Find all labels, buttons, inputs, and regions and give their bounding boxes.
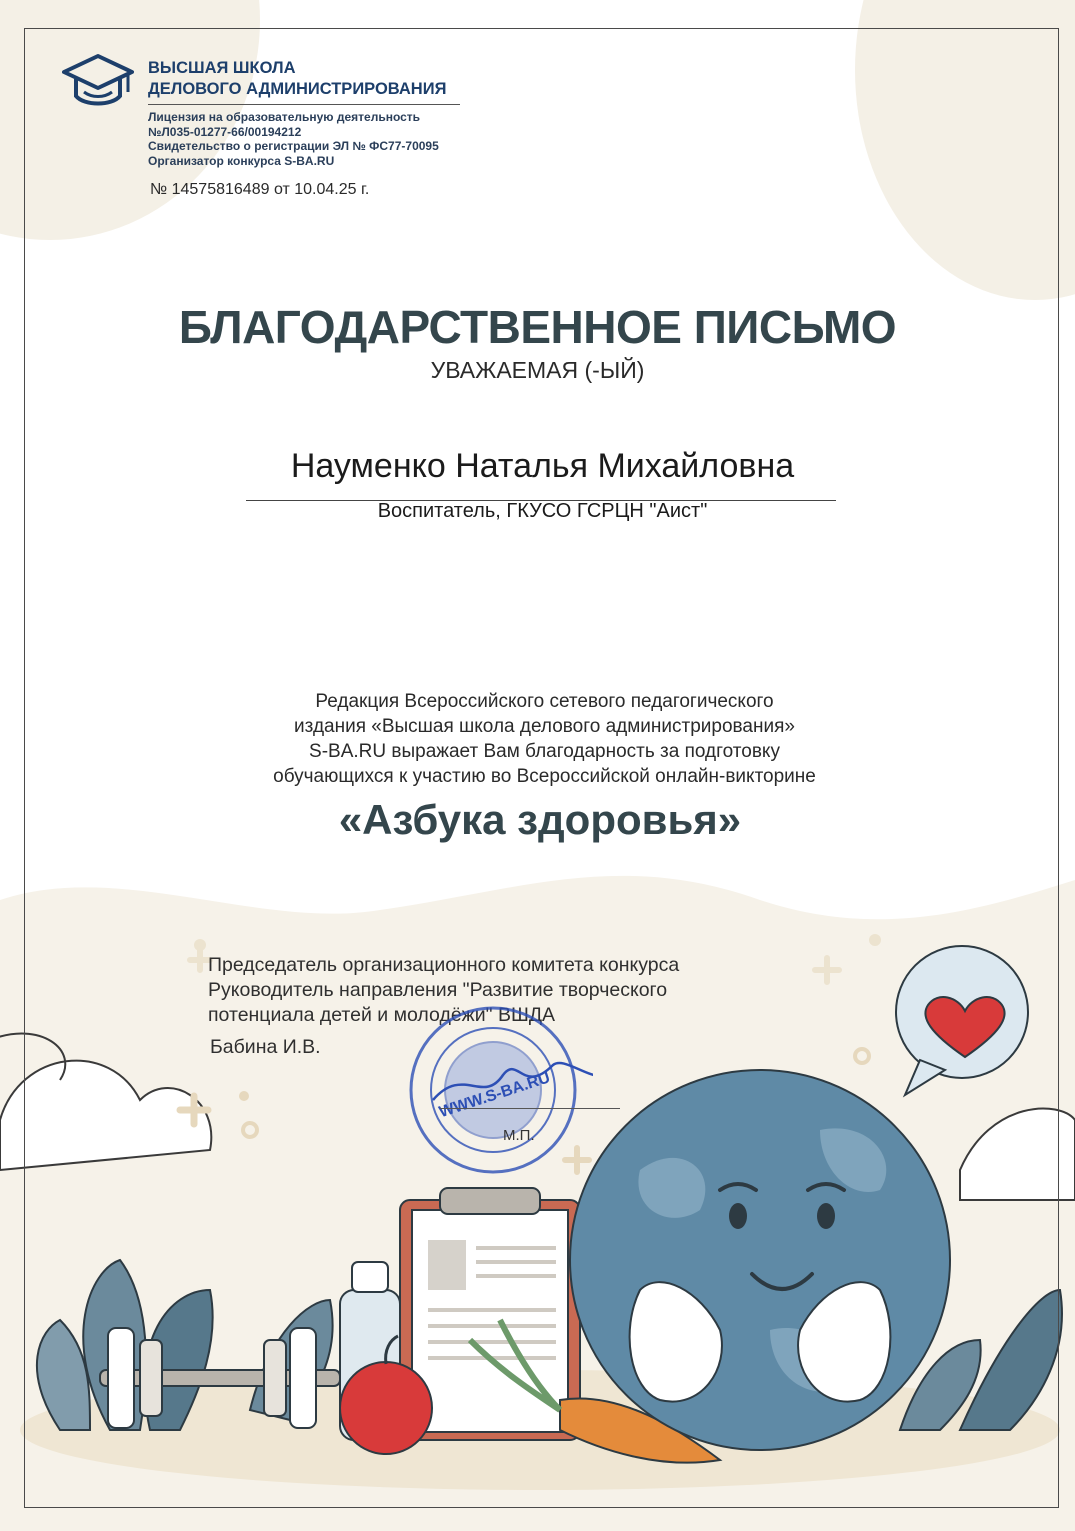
- registration-line: Свидетельство о регистрации ЭЛ № ФС77-70095: [148, 139, 439, 153]
- body-line3: S-BA.RU выражает Вам благодарность за подготовку: [309, 741, 780, 762]
- salutation: УВАЖАЕМАЯ (-ЫЙ): [430, 357, 645, 383]
- org-divider: [148, 104, 460, 105]
- signature-line3: потенциала детей и молодёжи" ВШДА: [208, 1004, 556, 1026]
- quiz-title: «Азбука здоровья»: [338, 796, 742, 843]
- org-name-line2: ДЕЛОВОГО АДМИНИСТРИРОВАНИЯ: [148, 80, 447, 98]
- stamp-mark: М.П.: [503, 1127, 535, 1144]
- letter-title: БЛАГОДАРСТВЕННОЕ ПИСЬМО: [178, 301, 897, 353]
- body-line1: Редакция Всероссийского сетевого педагогического: [315, 691, 774, 712]
- signature-line: [440, 1108, 620, 1109]
- body-line2: издания «Высшая школа делового администрирования»: [294, 716, 795, 737]
- signature-line1: Председатель организационного комитета конкурса: [208, 954, 680, 976]
- org-name: [148, 58, 446, 100]
- org-name-line1: ВЫСШАЯ ШКОЛА: [148, 59, 296, 77]
- recipient-name: Науменко Наталья Михайловна: [290, 447, 795, 485]
- body-line4: обучающихся к участию во Всероссийской онлайн-викторине: [273, 766, 816, 787]
- official-stamp: [393, 1005, 593, 1175]
- graduation-cap-icon: [62, 52, 134, 112]
- letter-body: [0, 689, 1075, 789]
- license-line2: №Л035-01277-66/00194212: [148, 124, 302, 139]
- organizer-line: Организатор конкурса S-BA.RU: [148, 153, 335, 168]
- recipient-position: Воспитатель, ГКУСО ГСРЦН "Аист": [377, 500, 708, 522]
- signer-name: Бабина И.В.: [210, 1036, 321, 1058]
- stamp-text: WWW.S-BA.RU: [437, 1069, 553, 1122]
- document-number: № 14575816489 от 10.04.25 г.: [150, 181, 370, 198]
- license-line1: Лицензия на образовательную деятельность: [148, 110, 421, 124]
- org-details: [148, 110, 439, 168]
- signature-line2: Руководитель направления "Развитие творческого: [208, 979, 668, 1001]
